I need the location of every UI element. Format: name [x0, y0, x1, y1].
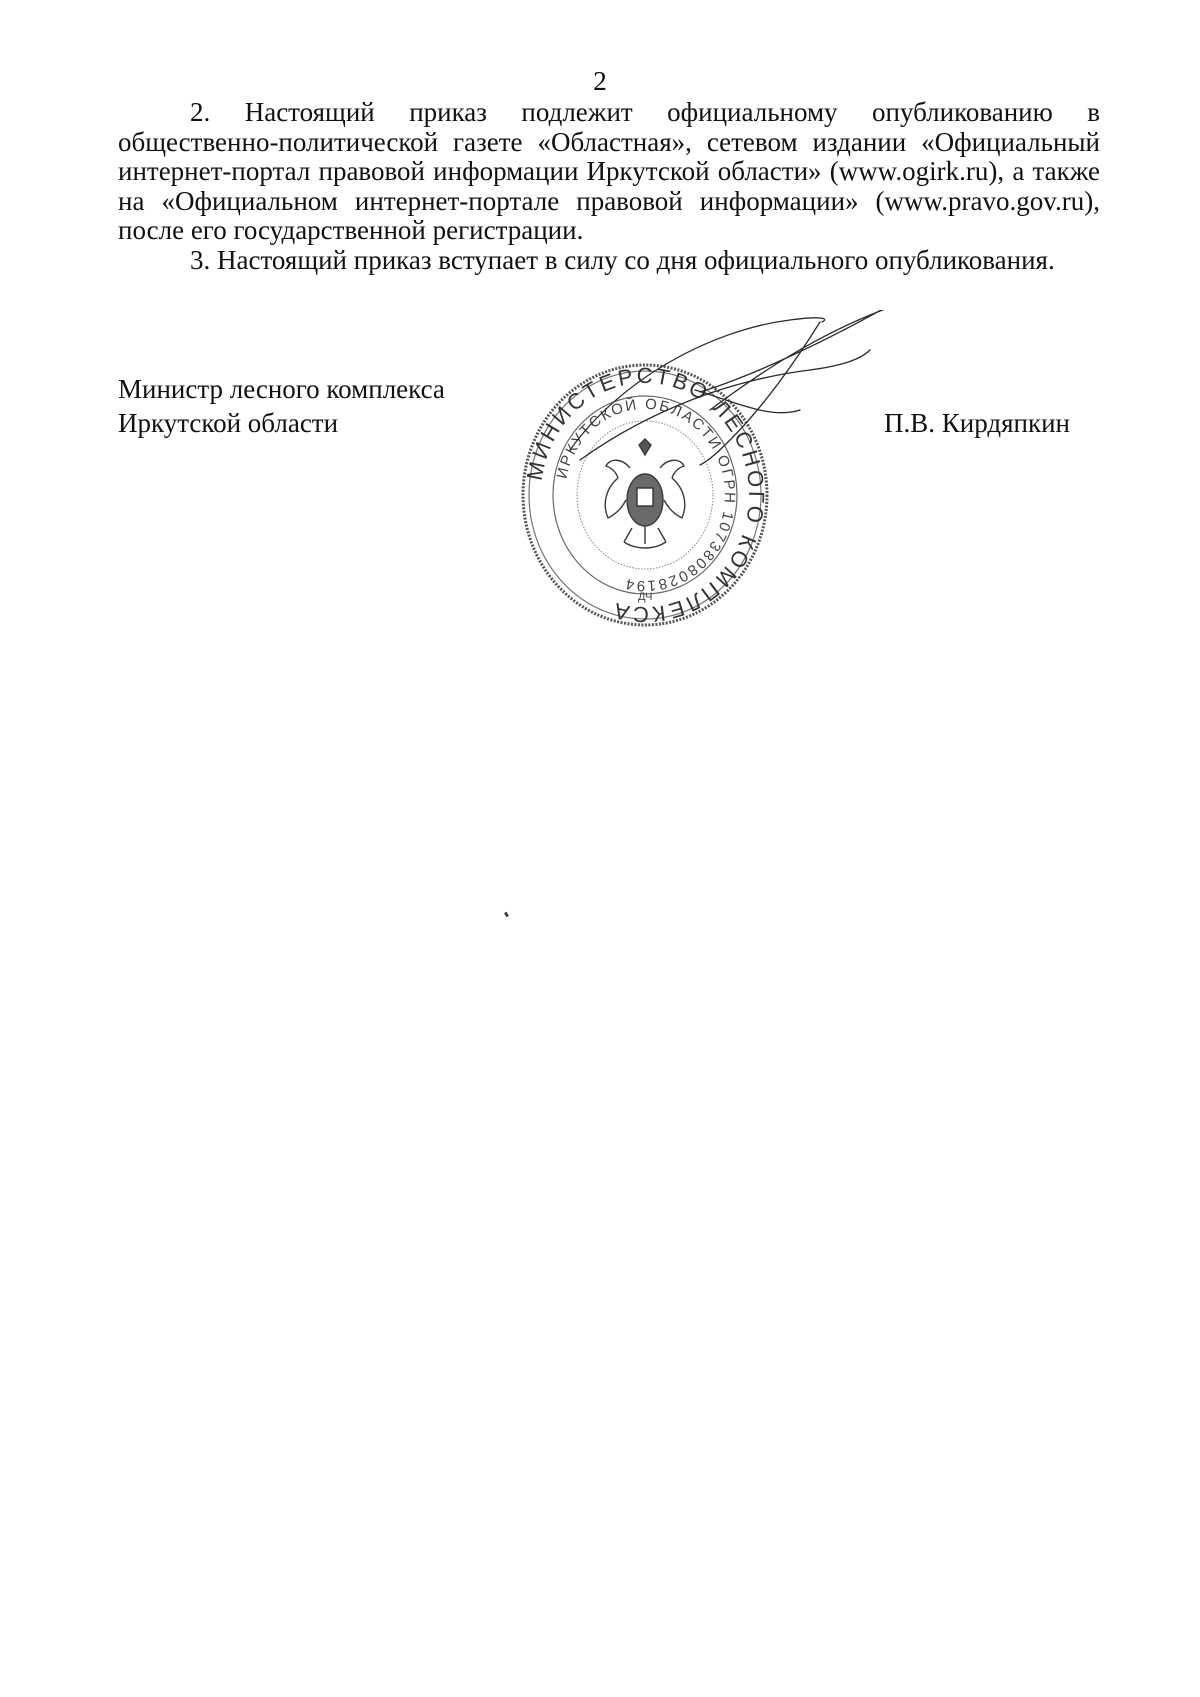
document-body — [118, 98, 1100, 275]
handwritten-signature-icon — [560, 310, 930, 470]
signer-name: П.В. Кирдяпкин — [884, 408, 1070, 438]
svg-text:ИРКУТСКОЙ ОБЛАСТИ ОГРН 1073808: ИРКУТСКОЙ ОБЛАСТИ ОГРН 1073808028194 — [553, 395, 739, 595]
page-number: 2 — [593, 66, 607, 96]
scan-speck — [504, 912, 509, 918]
signer-position — [118, 372, 445, 440]
paragraph-effective-date: 3. Настоящий приказ вступает в силу со дня официального опубликования. — [190, 244, 1055, 275]
paragraph-publication: 2. Настоящий приказ подлежит официальному опубликованию в общественно-политической газете «Областная», сетевом издании «Официальный интернет-портал правовой информации Иркутской области» (www.ogirk.ru), а также на «Официальном интернет-портале правовой информации» (www.pravo.gov.ru), после его государственной регистрации. — [118, 97, 1100, 245]
svg-text:МИНИСТЕРСТВО ЛЕСНОГО КОМПЛЕКСА: МИНИСТЕРСТВО ЛЕСНОГО КОМПЛЕКСА — [521, 362, 770, 628]
signer-position-line-2: Иркутской области — [118, 408, 339, 438]
signer-position-line-1: Министр лесного комплекса — [118, 374, 445, 404]
svg-text:ДЧ: ДЧ — [638, 591, 653, 603]
